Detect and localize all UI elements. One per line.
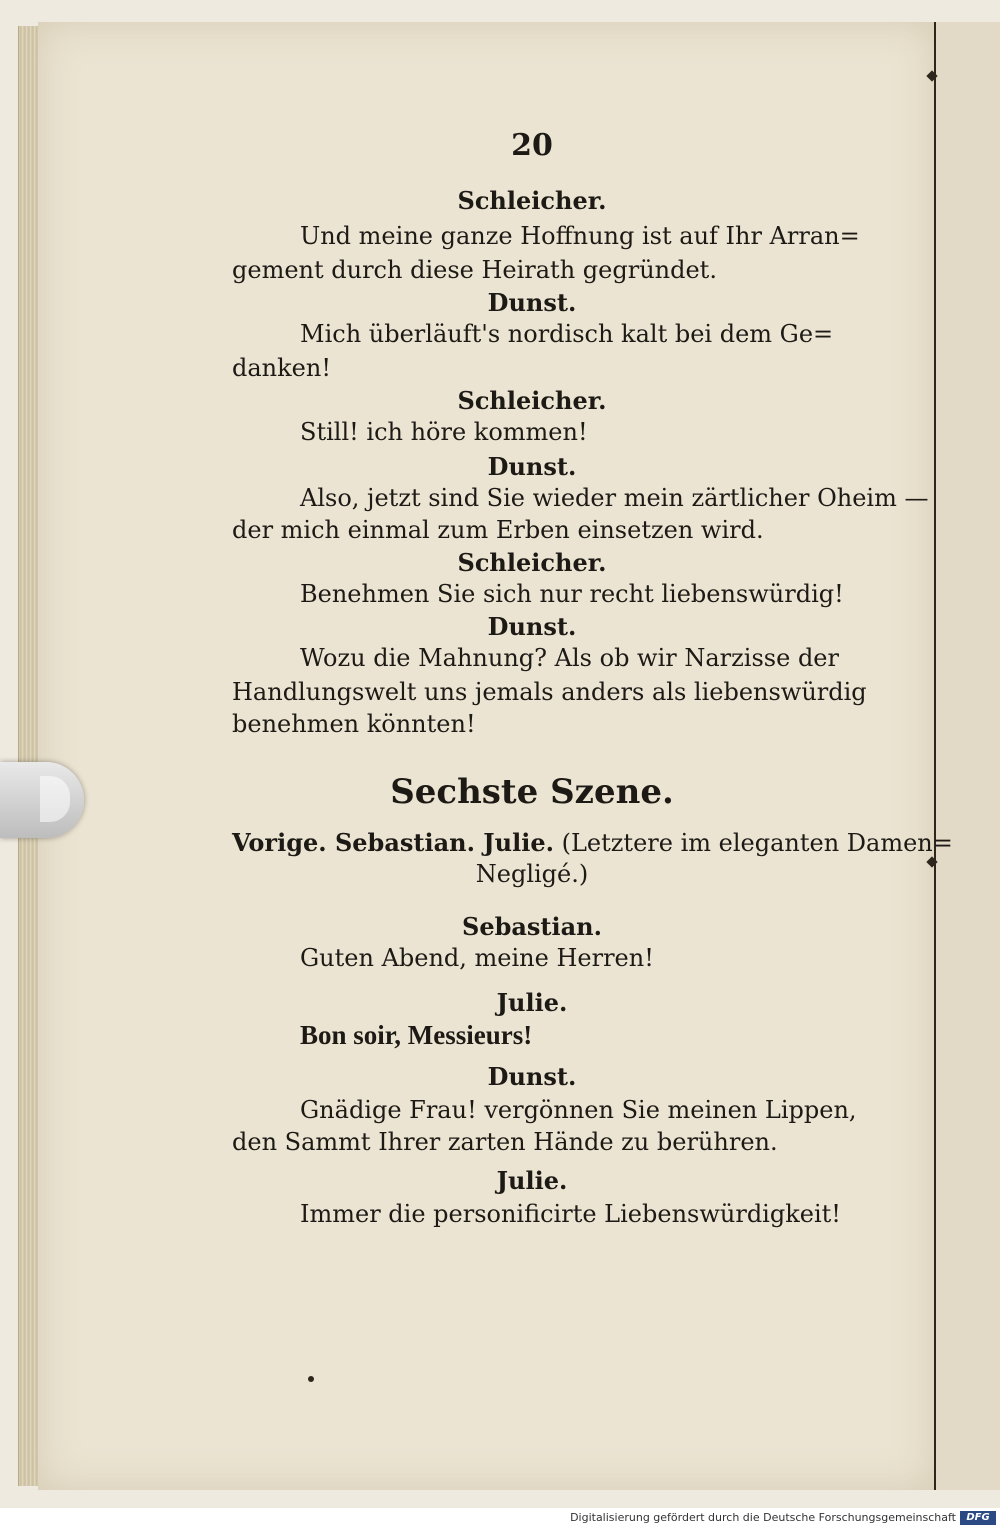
page-number: 20 [511, 128, 553, 163]
dialogue-line: benehmen könnten! [232, 710, 476, 738]
dialogue-line: Gnädige Frau! vergönnen Sie meinen Lippen, [300, 1096, 857, 1124]
dialogue-line: den Sammt Ihrer zarten Hände zu berühren. [232, 1128, 778, 1156]
speaker-label: Julie. [496, 988, 568, 1017]
speaker-label: Julie. [496, 1166, 568, 1195]
footer-bar [0, 1508, 1000, 1528]
dialogue-line: der mich einmal zum Erben einsetzen wird. [232, 516, 764, 544]
speaker-label: Dunst. [487, 1062, 577, 1091]
speaker-label: Schleicher. [457, 186, 607, 215]
dialogue-line: Wozu die Mahnung? Als ob wir Narzisse der [300, 644, 839, 672]
dialogue-line: danken! [232, 354, 331, 382]
speaker-label: Dunst. [487, 612, 577, 641]
dfg-logo: DFG [960, 1511, 996, 1525]
scene-heading: Sechste Szene. [390, 772, 674, 812]
funding-credit: Digitalisierung gefördert durch die Deutsche Forschungsgemeinschaft [570, 1511, 956, 1524]
dialogue-line: Bon soir, Messieurs! [300, 1020, 533, 1050]
dialogue-line: Mich überläuft's nordisch kalt bei dem Ge= [300, 320, 834, 348]
ink-dot [308, 1376, 314, 1382]
stage-direction-continued: Negligé.) [475, 860, 589, 888]
dialogue-line: Benehmen Sie sich nur recht liebenswürdig! [300, 580, 844, 608]
speaker-label: Schleicher. [457, 548, 607, 577]
speaker-label: Schleicher. [457, 386, 607, 415]
speaker-label: Dunst. [487, 452, 577, 481]
speaker-label: Dunst. [487, 288, 577, 317]
adjacent-page [934, 22, 1000, 1490]
dialogue-line: Also, jetzt sind Sie wieder mein zärtlicher Oheim — [300, 484, 929, 512]
stage-direction-characters: Vorige. Sebastian. Julie. [232, 828, 554, 857]
speaker-label: Sebastian. [461, 912, 602, 941]
dialogue-line: Handlungswelt uns jemals anders als liebenswürdig [232, 678, 867, 706]
dialogue-line: Still! ich höre kommen! [300, 418, 588, 446]
stage-direction-note: (Letztere im eleganten Damen= [561, 829, 953, 857]
dialogue-line: Und meine ganze Hoffnung ist auf Ihr Arran= [300, 222, 860, 250]
dialogue-line: gement durch diese Heirath gegründet. [232, 256, 717, 284]
dialogue-line: Guten Abend, meine Herren! [300, 944, 654, 972]
dialogue-line: Immer die personificirte Liebenswürdigkeit! [300, 1200, 841, 1228]
stage-direction [232, 828, 953, 857]
